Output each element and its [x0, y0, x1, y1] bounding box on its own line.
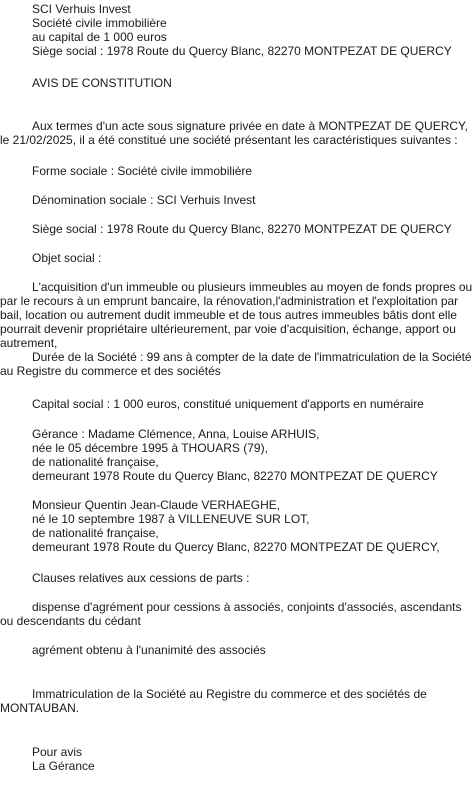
- transfer-clauses-line-1: dispense d'agrément pour cessions à associés, conjoints d'associés, ascendants: [32, 600, 462, 614]
- company-form: Société civile immobilière: [32, 16, 167, 30]
- manager-2-nationality: de nationalité française,: [32, 526, 159, 540]
- intro-line-1: Aux termes d'un acte sous signature privée en date à MONTPEZAT DE QUERCY,: [32, 119, 468, 133]
- purpose-line-5: autrement,: [0, 336, 58, 350]
- transfer-clauses-label: Clauses relatives aux cessions de parts :: [32, 571, 250, 585]
- manager-1-address: demeurant 1978 Route du Quercy Blanc, 82270 MONTPEZAT DE QUERCY: [32, 469, 438, 483]
- manager-1-nationality: de nationalité française,: [32, 455, 159, 469]
- manager-1-name: Gérance : Madame Clémence, Anna, Louise ARHUIS,: [32, 427, 320, 441]
- purpose-label: Objet social :: [32, 251, 102, 265]
- manager-2-name: Monsieur Quentin Jean-Claude VERHAEGHE,: [32, 498, 281, 512]
- duration-line-1: Durée de la Société : 99 ans à compter de la date de l'immatriculation de la Société: [32, 350, 472, 364]
- manager-2-birth: né le 10 septembre 1987 à VILLENEUVE SUR LOT,: [32, 512, 310, 526]
- transfer-clauses-line-2: ou descendants du cédant: [0, 614, 141, 628]
- duration-line-2: au Registre du commerce et des sociétés: [0, 364, 221, 378]
- legal-form: Forme sociale : Société civile immobilière: [32, 164, 253, 178]
- purpose-line-3: bail, location ou autrement dudit immeuble et de tous autres immeubles bâtis dont elle: [0, 308, 457, 322]
- purpose-line-1: L'acquisition d'un immeuble ou plusieurs immeubles au moyen de fonds propres ou: [32, 280, 473, 294]
- manager-2-address: demeurant 1978 Route du Quercy Blanc, 82270 MONTPEZAT DE QUERCY,: [32, 540, 440, 554]
- registration-line-1: Immatriculation de la Société au Registre du commerce et des sociétés de: [32, 687, 427, 701]
- closing-signatory: La Gérance: [32, 759, 95, 773]
- intro-line-2: le 21/02/2025, il a été constitué une société présentant les caractéristiques suivantes :: [0, 133, 458, 147]
- closing-for-notice: Pour avis: [32, 745, 83, 759]
- registration-line-2: MONTAUBAN.: [0, 701, 80, 715]
- purpose-line-2: par le recours à un emprunt bancaire, la rénovation,l'administration et l'exploitation par: [0, 294, 459, 308]
- purpose-line-4: pourrait devenir propriétaire ultérieurement, par voie d'acquisition, échange, apport ou: [0, 322, 456, 336]
- company-seat: Siège social : 1978 Route du Quercy Blanc, 82270 MONTPEZAT DE QUERCY: [32, 44, 452, 58]
- company-capital: au capital de 1 000 euros: [32, 30, 167, 44]
- company-name: SCI Verhuis Invest: [32, 2, 131, 16]
- share-capital: Capital social : 1 000 euros, constitué uniquement d'apports en numéraire: [32, 397, 424, 411]
- registered-office: Siège social : 1978 Route du Quercy Blanc, 82270 MONTPEZAT DE QUERCY: [32, 222, 452, 236]
- approval-clause: agrément obtenu à l'unanimité des associés: [32, 643, 266, 657]
- company-denomination: Dénomination sociale : SCI Verhuis Invest: [32, 193, 256, 207]
- manager-1-birth: née le 05 décembre 1995 à THOUARS (79),: [32, 441, 268, 455]
- notice-title: AVIS DE CONSTITUTION: [32, 76, 172, 90]
